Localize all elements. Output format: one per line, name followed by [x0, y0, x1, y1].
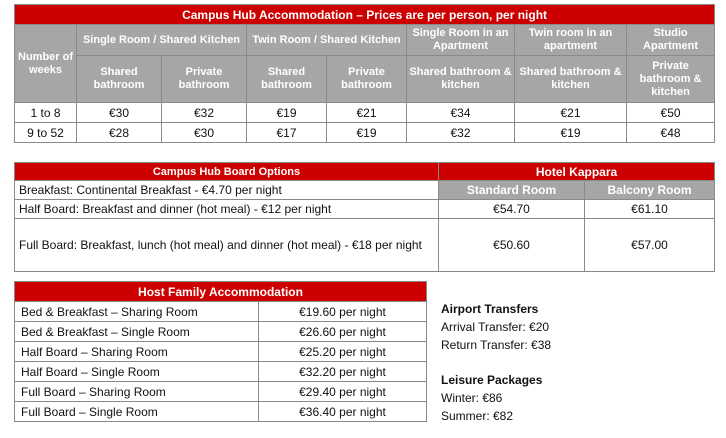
standard-room-price: €54.70: [439, 200, 585, 219]
winter-package: Winter: €86: [441, 391, 503, 405]
return-transfer: Return Transfer: €38: [441, 338, 552, 352]
subheader: Shared bathroom & kitchen: [515, 56, 627, 103]
table-row: [15, 103, 715, 123]
price-cell: €19: [515, 123, 627, 143]
price-cell: €34: [407, 103, 515, 123]
host-family-price: €25.20 per night: [259, 342, 427, 362]
table-row: [15, 322, 427, 342]
subheader: Shared bathroom: [77, 56, 162, 103]
standard-room-price: €50.60: [439, 219, 585, 272]
table-row: [15, 181, 715, 200]
table-row: [15, 362, 427, 382]
host-family-label: Full Board – Sharing Room: [15, 382, 259, 402]
table-row: [15, 342, 427, 362]
table-row: [15, 123, 715, 143]
board-options-title: Campus Hub Board Options: [15, 163, 439, 181]
subheader: Shared bathroom & kitchen: [407, 56, 515, 103]
balcony-room-price: €57.00: [585, 219, 715, 272]
subheader: Private bathroom: [162, 56, 247, 103]
price-cell: €28: [77, 123, 162, 143]
host-family-table: [14, 281, 427, 422]
price-cell: €21: [515, 103, 627, 123]
price-cell: €19: [327, 123, 407, 143]
board-options-table: [14, 162, 715, 272]
weeks-cell: 9 to 52: [15, 123, 77, 143]
campus-hub-title: Campus Hub Accommodation – Prices are per person, per night: [15, 5, 715, 25]
standard-room-header: Standard Room: [439, 181, 585, 200]
table-row: [15, 382, 427, 402]
host-family-price: €19.60 per night: [259, 302, 427, 322]
group-header: Studio Apartment: [627, 25, 715, 56]
price-cell: €19: [247, 103, 327, 123]
table-row: [15, 302, 427, 322]
balcony-room-header: Balcony Room: [585, 181, 715, 200]
host-family-price: €36.40 per night: [259, 402, 427, 422]
arrival-transfer: Arrival Transfer: €20: [441, 320, 550, 334]
host-family-label: Half Board – Single Room: [15, 362, 259, 382]
hotel-title: Hotel Kappara: [439, 163, 715, 181]
price-cell: €32: [407, 123, 515, 143]
host-family-price: €32.20 per night: [259, 362, 427, 382]
price-cell: €32: [162, 103, 247, 123]
leisure-packages: [441, 371, 542, 425]
group-header: Twin room in an apartment: [515, 25, 627, 56]
host-family-title: Host Family Accommodation: [15, 282, 427, 302]
leisure-packages-title: Leisure Packages: [441, 373, 543, 387]
price-cell: €21: [327, 103, 407, 123]
number-of-weeks-header: Number of weeks: [15, 25, 77, 103]
host-family-price: €29.40 per night: [259, 382, 427, 402]
board-option-label: Full Board: Breakfast, lunch (hot meal) and dinner (hot meal) - €18 per night: [15, 219, 439, 272]
host-family-label: Half Board – Sharing Room: [15, 342, 259, 362]
price-cell: €17: [247, 123, 327, 143]
airport-transfers-title: Airport Transfers: [441, 302, 539, 316]
price-cell: €48: [627, 123, 715, 143]
summer-package: Summer: €82: [441, 409, 514, 423]
group-header: Single Room in an Apartment: [407, 25, 515, 56]
subheader: Private bathroom & kitchen: [627, 56, 715, 103]
group-header: Twin Room / Shared Kitchen: [247, 25, 407, 56]
board-option-label: Breakfast: Continental Breakfast - €4.70 per night: [15, 181, 439, 200]
price-cell: €30: [77, 103, 162, 123]
campus-hub-table: [14, 4, 715, 143]
weeks-cell: 1 to 8: [15, 103, 77, 123]
host-family-label: Bed & Breakfast – Single Room: [15, 322, 259, 342]
host-family-price: €26.60 per night: [259, 322, 427, 342]
host-family-label: Bed & Breakfast – Sharing Room: [15, 302, 259, 322]
group-header: Single Room / Shared Kitchen: [77, 25, 247, 56]
airport-transfers: [441, 300, 551, 354]
price-cell: €50: [627, 103, 715, 123]
price-cell: €30: [162, 123, 247, 143]
subheader: Private bathroom: [327, 56, 407, 103]
board-option-label: Half Board: Breakfast and dinner (hot meal) - €12 per night: [15, 200, 439, 219]
subheader: Shared bathroom: [247, 56, 327, 103]
host-family-label: Full Board – Single Room: [15, 402, 259, 422]
table-row: [15, 219, 715, 272]
balcony-room-price: €61.10: [585, 200, 715, 219]
table-row: [15, 402, 427, 422]
table-row: [15, 200, 715, 219]
